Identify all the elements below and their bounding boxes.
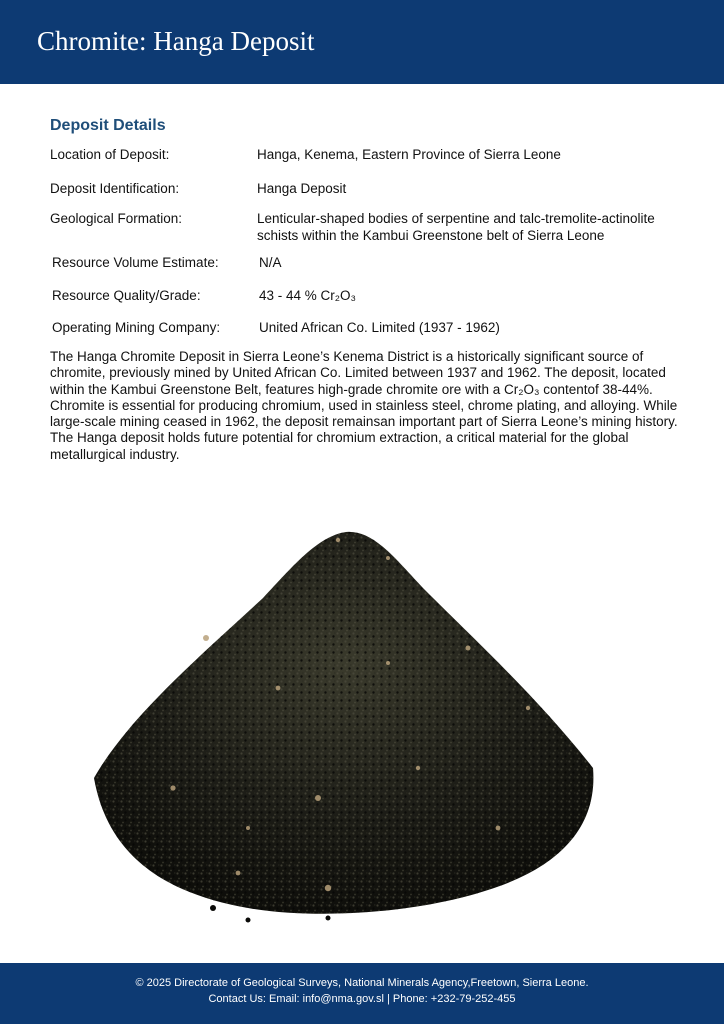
page-header <box>0 0 724 84</box>
detail-value: Lenticular-shaped bodies of serpentine and talc-tremolite-actinolite <box>257 211 655 226</box>
detail-label: Resource Quality/Grade: <box>52 288 201 303</box>
page-title: Chromite: Hanga Deposit <box>37 26 315 56</box>
detail-label: Resource Volume Estimate: <box>52 255 219 270</box>
detail-value: 43 - 44 % Cr₂O₃ <box>259 288 357 303</box>
detail-value: Hanga, Kenema, Eastern Province of Sierra Leone <box>257 147 561 162</box>
detail-value: N/A <box>259 255 282 270</box>
detail-label: Operating Mining Company: <box>52 320 221 335</box>
detail-value: United African Co. Limited (1937 - 1962) <box>259 320 500 335</box>
detail-value: schists within the Kambui Greenstone belt of Sierra Leone <box>257 228 605 243</box>
footer-copyright: © 2025 Directorate of Geological Surveys, National Minerals Agency,Freetown, Sierra Leone. <box>135 977 589 989</box>
detail-label: Deposit Identification: <box>50 181 180 196</box>
page-footer <box>0 963 724 1024</box>
footer-contact: Contact Us: Email: info@nma.gov.sl | Phone: +232-79-252-455 <box>208 993 516 1005</box>
detail-label: Location of Deposit: <box>50 147 170 162</box>
detail-label: Geological Formation: <box>50 211 183 226</box>
detail-value: Hanga Deposit <box>257 181 347 196</box>
deposit-description: The Hanga Chromite Deposit in Sierra Leone’s Kenema District is a historically significant source of chromite, previously mined by United African Co. Limited between 1937 and 1962. The deposit, located within the Kambui Greenstone Belt, features high-grade chromite ore with a Cr₂O₃ contentof 38-44%. Chromite is essential for producing chromium, used in stainless steel, chrome plating, and alloying. While large-scale mining ceased in 1962, the deposit remainsan important part of Sierra Leone’s mining history. The Hanga deposit holds future potential for chromium extraction, a critical material for the global metallurgical industry. <box>50 349 678 462</box>
section-title-deposit-details: Deposit Details <box>50 117 166 134</box>
chromite-sand-pile-image <box>88 528 600 928</box>
